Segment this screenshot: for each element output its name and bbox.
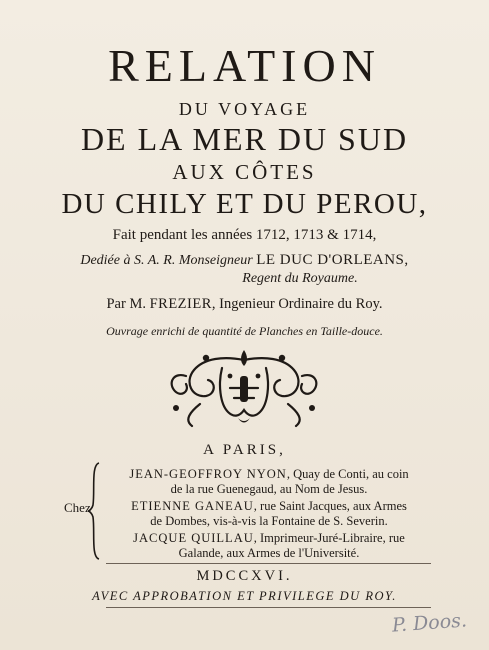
publisher-1-name: JEAN-GEOFFROY NYON <box>129 467 287 481</box>
rule-top <box>106 563 431 564</box>
publisher-2-line-2: de Dombes, vis-à-vis la Fontaine de S. Severin. <box>150 514 388 528</box>
publisher-2-address: , rue Saint Jacques, aux Armes <box>253 499 407 513</box>
dedication-line-2: Regent du Royaume. <box>242 271 358 286</box>
publisher-3-address: , Imprimeur-Juré-Libraire, rue <box>253 531 405 545</box>
publisher-1-address: , Quay de Conti, au coin <box>286 467 409 481</box>
title-relation: RELATION <box>108 40 381 91</box>
title-chily-perou: DU CHILY ET DU PEROU, <box>61 188 428 220</box>
plates-note: Ouvrage enrichi de quantité de Planches en Taille-douce. <box>106 324 383 338</box>
dedication-duke: LE DUC D'ORLEANS, <box>256 252 409 268</box>
vignette-ornament-icon <box>164 348 324 430</box>
dedication-line-1 <box>0 252 489 269</box>
author-prefix: Par M. <box>106 296 150 312</box>
publisher-3-name: JACQUE QUILLAU <box>133 531 254 545</box>
publisher-1-line-1 <box>104 467 434 482</box>
publisher-1-line-2: de la rue Guenegaud, au Nom de Jesus. <box>170 482 368 496</box>
title-mer-du-sud: DE LA MER DU SUD <box>80 121 409 157</box>
dedication-prefix: Dediée à S. A. R. Monseigneur <box>80 253 257 268</box>
publication-year: MDCCXVI. <box>196 568 293 584</box>
chez-label: Chez <box>64 500 91 515</box>
title-aux-cotes: AUX CÔTES <box>172 160 317 184</box>
publisher-2-name: ETIENNE GANEAU <box>131 499 254 513</box>
author-line <box>0 295 489 313</box>
handwritten-signature: P. Doos. <box>391 609 468 637</box>
publisher-3-line-2: Galande, aux Armes de l'Université. <box>178 546 360 560</box>
left-brace-icon <box>87 461 101 561</box>
author-suffix: , Ingenieur Ordinaire du Roy. <box>211 296 383 312</box>
rule-bottom <box>106 607 431 608</box>
privilege-line: AVEC APPROBATION ET PRIVILEGE DU ROY. <box>92 589 397 603</box>
voyage-dates: Fait pendant les années 1712, 1713 & 1714, <box>112 227 377 243</box>
author-name: FREZIER <box>149 296 212 312</box>
imprint-city: A PARIS, <box>203 442 286 458</box>
publisher-2-line-1 <box>104 499 434 514</box>
publisher-3-line-1 <box>104 531 434 546</box>
title-du-voyage: DU VOYAGE <box>178 99 311 119</box>
